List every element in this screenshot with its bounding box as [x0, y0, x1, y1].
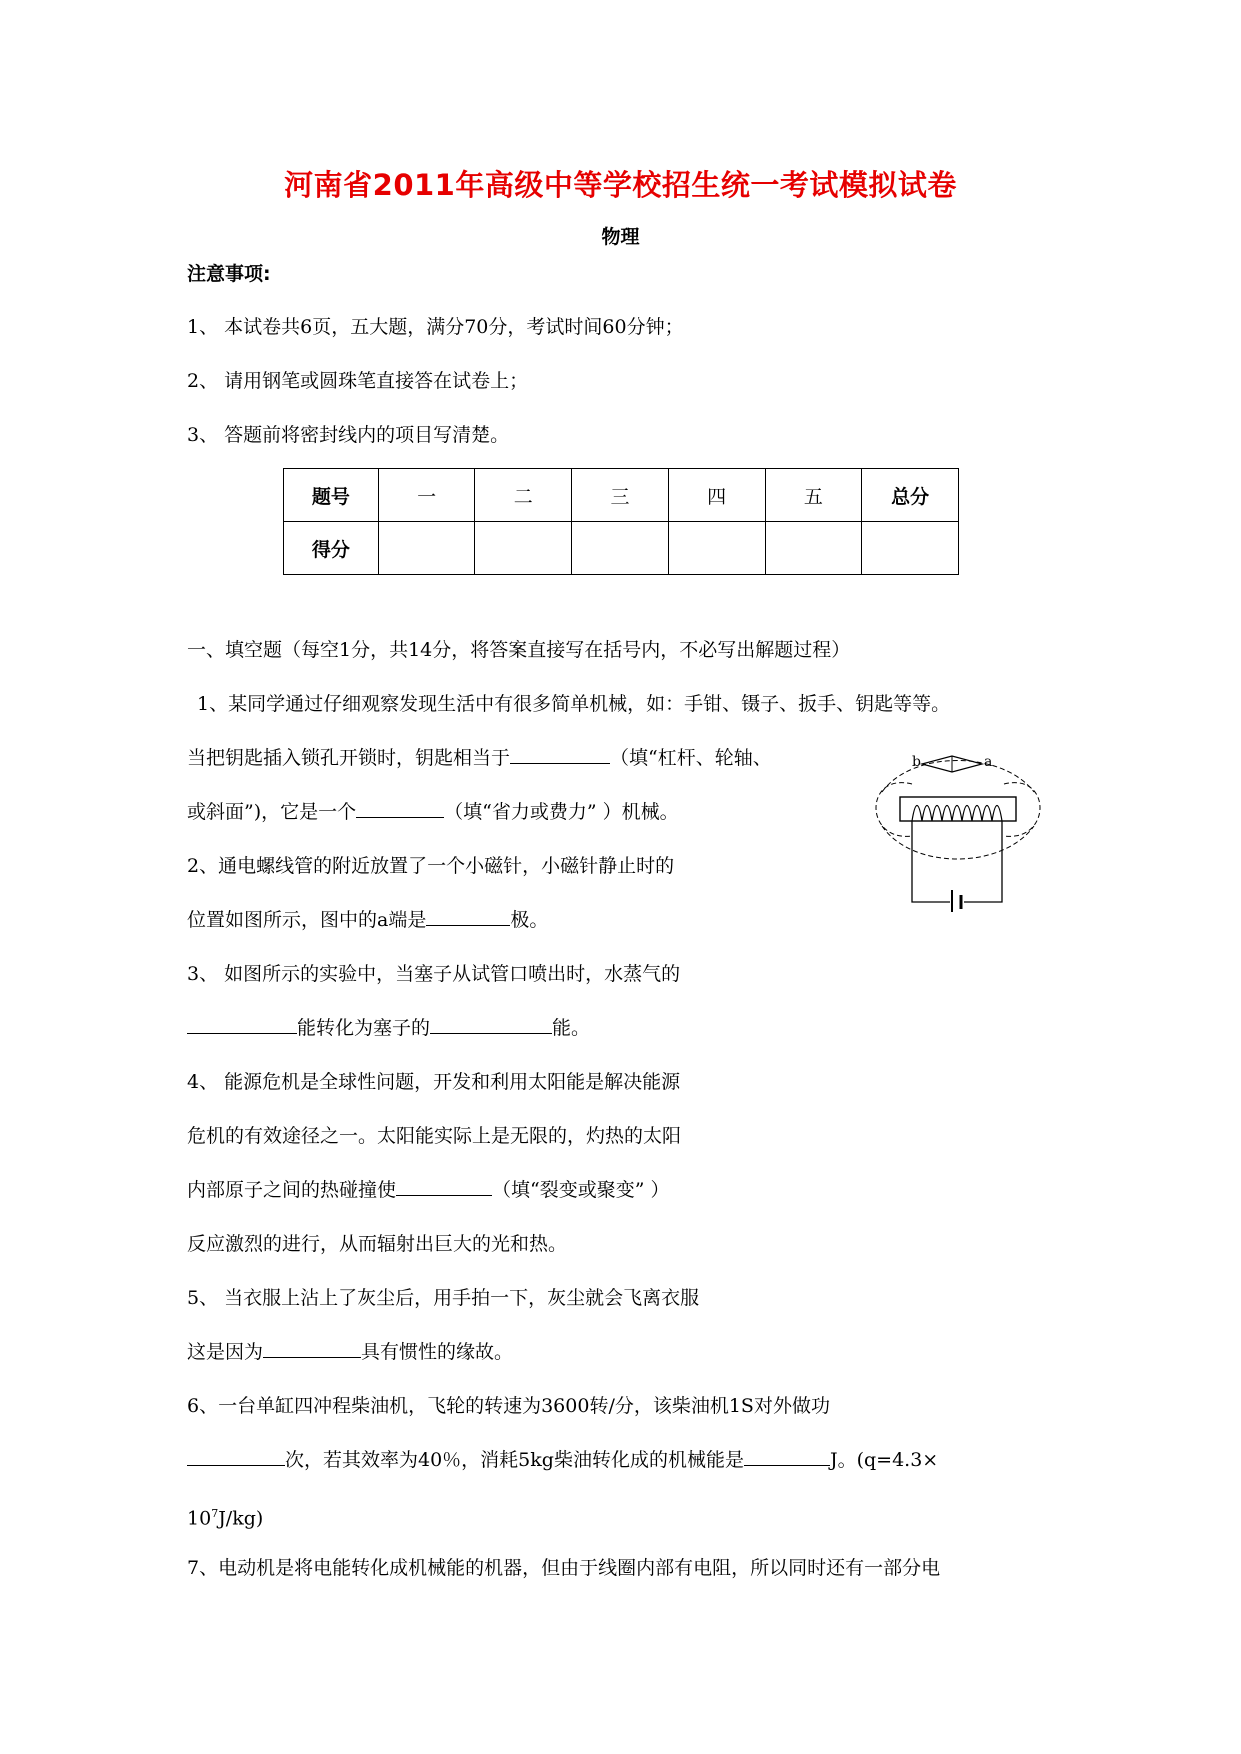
section1-heading: 一、填空题（每空1分，共14分，将答案直接写在括号内，不必写出解题过程）: [187, 639, 851, 661]
q5-text: 具有惯性的缘故。: [361, 1341, 514, 1363]
q3-line2: [187, 1015, 590, 1041]
notice-item-1: 1、 本试卷共6页，五大题，满分70分，考试时间60分钟；: [187, 316, 684, 338]
score-entry-cell[interactable]: [572, 522, 669, 575]
figure-label-a: a: [984, 754, 993, 770]
score-entry-cell[interactable]: [765, 522, 862, 575]
notice-item-3: 3、 答题前将密封线内的项目写清楚。: [187, 424, 510, 446]
q6-line2: [187, 1447, 938, 1473]
answer-blank[interactable]: [430, 1015, 552, 1034]
q1-text: 或斜面”)，它是一个: [187, 801, 357, 823]
q4-line2: 危机的有效途径之一。太阳能实际上是无限的，灼热的太阳: [187, 1125, 682, 1147]
q1-text: 当把钥匙插入锁孔开锁时，钥匙相当于: [187, 747, 511, 769]
q4-text: （填“裂变或聚变” ）: [492, 1179, 670, 1201]
score-table-score-row: [284, 522, 959, 575]
q2-text: 极。: [510, 909, 549, 931]
score-table-header-row: [284, 469, 959, 522]
score-entry-cell[interactable]: [475, 522, 572, 575]
q6-text: J。(q=4.3×: [829, 1449, 939, 1471]
score-entry-cell[interactable]: [668, 522, 765, 575]
answer-blank[interactable]: [187, 1447, 285, 1466]
q6-line1: 6、一台单缸四冲程柴油机，飞轮的转速为3600转/分，该柴油机1S对外做功: [187, 1395, 830, 1417]
q4-line4: 反应激烈的进行，从而辐射出巨大的光和热。: [187, 1233, 568, 1255]
q6-text: 次，若其效率为40％，消耗5kg柴油转化成的机械能是: [285, 1449, 744, 1471]
answer-blank[interactable]: [187, 1015, 297, 1034]
score-entry-cell[interactable]: [378, 522, 475, 575]
q1-line3: [187, 799, 679, 825]
q2-line2: [187, 907, 548, 933]
score-entry-cell[interactable]: [862, 522, 959, 575]
q2-text: 位置如图所示，图中的a端是: [187, 909, 427, 931]
answer-blank[interactable]: [396, 1177, 492, 1196]
q1-text: （填“省力或费力” ）机械。: [444, 801, 679, 823]
q1-text: （填“杠杆、轮轴、: [610, 747, 772, 769]
q5-text: 这是因为: [187, 1341, 264, 1363]
q7-line1: 7、电动机是将电能转化成机械能的机器，但由于线圈内部有电阻，所以同时还有一部分电: [187, 1557, 941, 1579]
exam-title: 河南省2011年高级中等学校招生统一考试模拟试卷: [284, 168, 957, 202]
q1-line1: 1、某同学通过仔细观察发现生活中有很多简单机械，如：手钳、镊子、扳手、钥匙等等。: [197, 693, 951, 715]
score-table-cell: 二: [475, 469, 572, 522]
q5-line2: [187, 1339, 513, 1365]
q3-text: 能。: [552, 1017, 591, 1039]
answer-blank[interactable]: [263, 1339, 361, 1358]
q6-text: 10: [187, 1507, 212, 1530]
q4-line3: [187, 1177, 669, 1203]
score-table-cell: 得分: [284, 522, 379, 575]
notice-heading: 注意事项:: [187, 263, 271, 285]
solenoid-coil: [912, 806, 1002, 822]
q6-text: J/kg): [218, 1507, 264, 1530]
score-table-cell: 三: [572, 469, 669, 522]
q6-exponent: 7: [211, 1507, 219, 1520]
notice-item-2: 2、 请用钢笔或圆珠笔直接答在试卷上；: [187, 370, 529, 392]
answer-blank[interactable]: [510, 745, 610, 764]
score-table-cell: 总分: [862, 469, 959, 522]
q3-line1: 3、 如图所示的实验中，当塞子从试管口喷出时，水蒸气的: [187, 963, 681, 985]
score-table-cell: 四: [668, 469, 765, 522]
score-table-cell: 五: [765, 469, 862, 522]
q2-line1: 2、通电螺线管的附近放置了一个小磁针，小磁针静止时的: [187, 855, 675, 877]
q5-line1: 5、 当衣服上沾上了灰尘后，用手拍一下，灰尘就会飞离衣服: [187, 1287, 700, 1309]
answer-blank[interactable]: [356, 799, 444, 818]
answer-blank[interactable]: [744, 1447, 830, 1466]
q3-text: 能转化为塞子的: [297, 1017, 431, 1039]
solenoid-circuit-figure: [872, 752, 1044, 912]
answer-blank[interactable]: [426, 907, 510, 926]
q6-line3: [187, 1501, 263, 1531]
figure-label-b: b: [912, 754, 921, 770]
score-table-cell: 题号: [284, 469, 379, 522]
score-table-cell: 一: [378, 469, 475, 522]
q1-line2: [187, 745, 772, 771]
q4-text: 内部原子之间的热碰撞使: [187, 1179, 397, 1201]
score-table: [283, 468, 959, 575]
exam-subject: 物理: [601, 226, 640, 248]
q4-line1: 4、 能源危机是全球性问题，开发和利用太阳能是解决能源: [187, 1071, 681, 1093]
solenoid-core: [900, 797, 1016, 821]
